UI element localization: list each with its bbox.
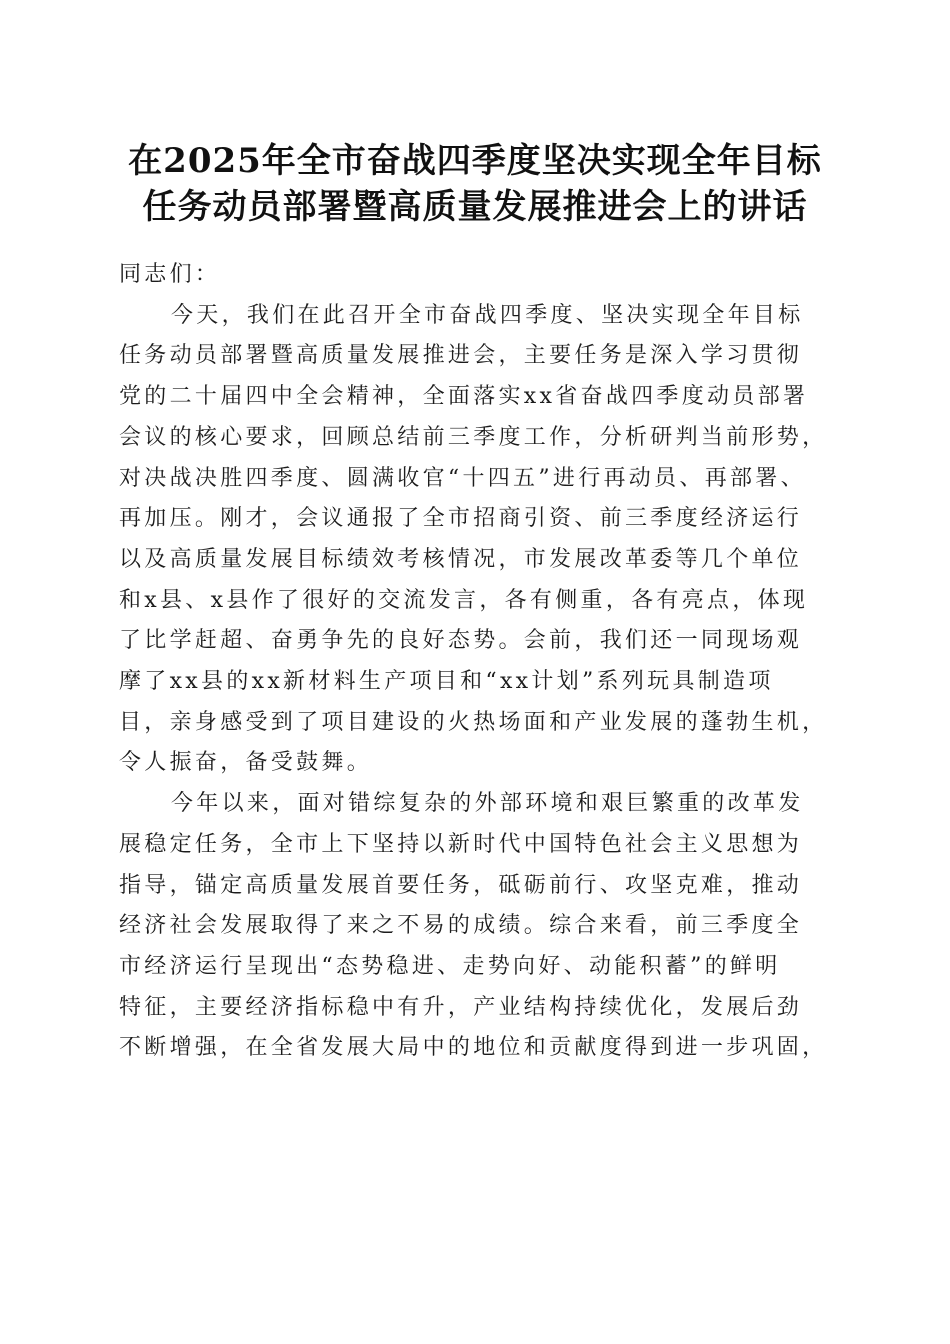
paragraph-1 xyxy=(119,296,839,784)
paragraph-line: 不断增强，在全省发展大局中的地位和贡献度得到进一步巩固， xyxy=(119,1035,828,1061)
paragraph-line: 任务动员部署暨高质量发展推进会，主要任务是深入学习贯彻 xyxy=(119,343,803,369)
paragraph-line: 特征，主要经济指标稳中有升，产业结构持续优化，发展后劲 xyxy=(119,994,803,1020)
paragraph-line: 再加压。刚才，会议通报了全市招商引资、前三季度经济运行 xyxy=(119,506,803,532)
paragraph-line: 今天，我们在此召开全市奋战四季度、坚决实现全年目标 xyxy=(171,302,804,328)
paragraph-line: 对决战决胜四季度、圆满收官“十四五”进行再动员、再部署、 xyxy=(119,465,806,491)
title-line-1: 在2025年全市奋战四季度坚决实现全年目标 xyxy=(128,141,822,181)
paragraph-line: 经济社会发展取得了来之不易的成绩。综合来看，前三季度全 xyxy=(119,913,803,939)
salutation: 同志们： xyxy=(119,262,221,287)
document-title xyxy=(100,138,850,230)
paragraph-line: 令人振奋，备受鼓舞。 xyxy=(119,750,373,776)
paragraph-line: 和x县、x县作了很好的交流发言，各有侧重，各有亮点，体现 xyxy=(119,587,809,613)
paragraph-line: 展稳定任务，全市上下坚持以新时代中国特色社会主义思想为 xyxy=(119,831,803,857)
paragraph-2 xyxy=(119,784,839,1069)
paragraph-line: 目，亲身感受到了项目建设的火热场面和产业发展的蓬勃生机， xyxy=(119,709,828,735)
paragraph-line: 市经济运行呈现出“态势稳进、走势向好、动能积蓄”的鲜明 xyxy=(119,953,781,979)
paragraph-line: 会议的核心要求，回顾总结前三季度工作，分析研判当前形势， xyxy=(119,424,828,450)
paragraph-line: 了比学赶超、奋勇争先的良好态势。会前，我们还一同现场观 xyxy=(119,628,803,654)
paragraph-line: 以及高质量发展目标绩效考核情况，市发展改革委等几个单位 xyxy=(119,546,803,572)
paragraph-line: 摩了xx县的xx新材料生产项目和“xx计划”系列玩具制造项 xyxy=(119,669,774,695)
paragraph-line: 指导，锚定高质量发展首要任务，砥砺前行、攻坚克难，推动 xyxy=(119,872,803,898)
paragraph-line: 今年以来，面对错综复杂的外部环境和艰巨繁重的改革发 xyxy=(171,791,804,817)
document-body xyxy=(119,255,839,1069)
title-line-2: 任务动员部署暨高质量发展推进会上的讲话 xyxy=(142,187,808,227)
paragraph-line: 党的二十届四中全会精神，全面落实xx省奋战四季度动员部署 xyxy=(119,384,809,410)
